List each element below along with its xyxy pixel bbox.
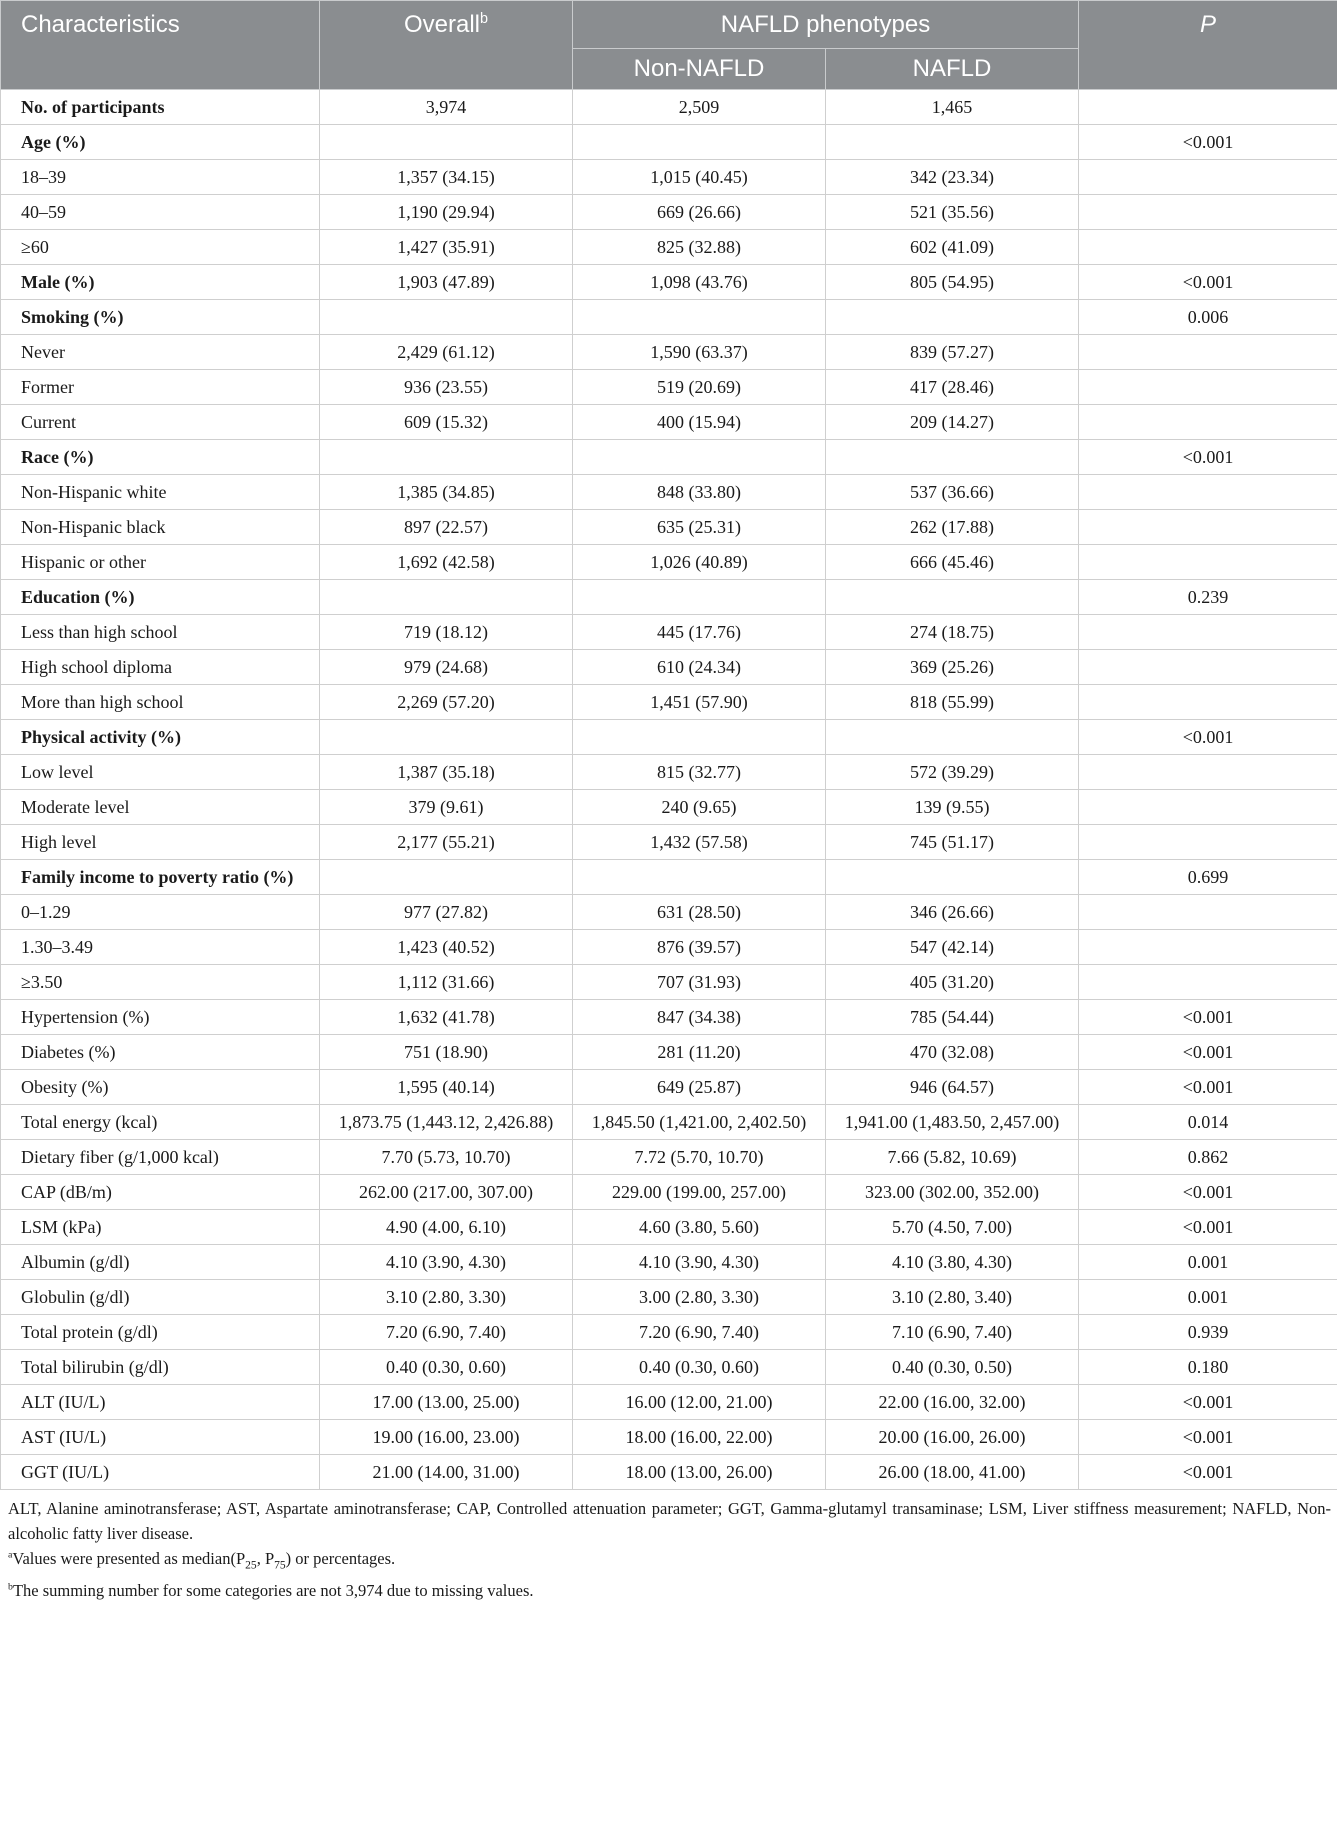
row-label: 18–39 bbox=[1, 160, 320, 195]
cell-p-value: <0.001 bbox=[1079, 1000, 1337, 1035]
table-row bbox=[1, 510, 1337, 545]
cell-overall: 1,873.75 (1,443.12, 2,426.88) bbox=[320, 1105, 573, 1140]
row-label: Obesity (%) bbox=[1, 1070, 320, 1105]
cell-nafld: 139 (9.55) bbox=[826, 790, 1079, 825]
cell-non-nafld: 1,432 (57.58) bbox=[573, 825, 826, 860]
cell-non-nafld: 847 (34.38) bbox=[573, 1000, 826, 1035]
cell-overall bbox=[320, 440, 573, 475]
cell-p-value: <0.001 bbox=[1079, 440, 1337, 475]
cell-overall: 1,387 (35.18) bbox=[320, 755, 573, 790]
cell-overall: 1,692 (42.58) bbox=[320, 545, 573, 580]
cell-nafld: 22.00 (16.00, 32.00) bbox=[826, 1385, 1079, 1420]
cell-p-value bbox=[1079, 405, 1337, 440]
header-non-nafld: Non-NAFLD bbox=[573, 49, 826, 90]
cell-non-nafld: 519 (20.69) bbox=[573, 370, 826, 405]
cell-non-nafld bbox=[573, 300, 826, 335]
table-row bbox=[1, 930, 1337, 965]
cell-overall: 1,423 (40.52) bbox=[320, 930, 573, 965]
cell-p-value: <0.001 bbox=[1079, 720, 1337, 755]
row-label: Never bbox=[1, 335, 320, 370]
cell-overall: 3.10 (2.80, 3.30) bbox=[320, 1280, 573, 1315]
row-label: GGT (IU/L) bbox=[1, 1455, 320, 1490]
cell-nafld bbox=[826, 300, 1079, 335]
row-label: Albumin (g/dl) bbox=[1, 1245, 320, 1280]
table-row bbox=[1, 1420, 1337, 1455]
table-row bbox=[1, 300, 1337, 335]
table-row bbox=[1, 370, 1337, 405]
cell-p-value: <0.001 bbox=[1079, 125, 1337, 160]
cell-p-value bbox=[1079, 335, 1337, 370]
cell-p-value bbox=[1079, 230, 1337, 265]
cell-non-nafld: 7.72 (5.70, 10.70) bbox=[573, 1140, 826, 1175]
header-nafld: NAFLD bbox=[826, 49, 1079, 90]
cell-p-value bbox=[1079, 790, 1337, 825]
row-label: Low level bbox=[1, 755, 320, 790]
cell-nafld: 26.00 (18.00, 41.00) bbox=[826, 1455, 1079, 1490]
cell-p-value: 0.006 bbox=[1079, 300, 1337, 335]
header-overall-sup: b bbox=[480, 11, 489, 27]
row-label: Smoking (%) bbox=[1, 300, 320, 335]
row-label: Dietary fiber (g/1,000 kcal) bbox=[1, 1140, 320, 1175]
cell-nafld: 602 (41.09) bbox=[826, 230, 1079, 265]
table-row bbox=[1, 90, 1337, 125]
cell-overall: 936 (23.55) bbox=[320, 370, 573, 405]
table-row bbox=[1, 405, 1337, 440]
cell-nafld: 209 (14.27) bbox=[826, 405, 1079, 440]
footnote-a-mid: , P bbox=[256, 1549, 275, 1568]
cell-p-value bbox=[1079, 475, 1337, 510]
table-row bbox=[1, 755, 1337, 790]
cell-overall: 21.00 (14.00, 31.00) bbox=[320, 1455, 573, 1490]
row-label: Non-Hispanic white bbox=[1, 475, 320, 510]
row-label: Former bbox=[1, 370, 320, 405]
row-label: Physical activity (%) bbox=[1, 720, 320, 755]
row-label: AST (IU/L) bbox=[1, 1420, 320, 1455]
table-row bbox=[1, 1035, 1337, 1070]
cell-nafld: 7.10 (6.90, 7.40) bbox=[826, 1315, 1079, 1350]
row-label: Hypertension (%) bbox=[1, 1000, 320, 1035]
footnote-a-sub1: 25 bbox=[245, 1559, 257, 1572]
cell-nafld bbox=[826, 720, 1079, 755]
row-label: 1.30–3.49 bbox=[1, 930, 320, 965]
table-header bbox=[1, 1, 1337, 90]
footnote-b bbox=[8, 1578, 1331, 1603]
header-p-value: P bbox=[1079, 1, 1337, 90]
cell-overall: 1,112 (31.66) bbox=[320, 965, 573, 1000]
cell-non-nafld: 707 (31.93) bbox=[573, 965, 826, 1000]
row-label: Less than high school bbox=[1, 615, 320, 650]
row-label: Total bilirubin (g/dl) bbox=[1, 1350, 320, 1385]
cell-nafld bbox=[826, 125, 1079, 160]
table-row bbox=[1, 650, 1337, 685]
cell-non-nafld: 281 (11.20) bbox=[573, 1035, 826, 1070]
cell-nafld: 342 (23.34) bbox=[826, 160, 1079, 195]
table-row bbox=[1, 1210, 1337, 1245]
cell-p-value bbox=[1079, 545, 1337, 580]
footnote-a bbox=[8, 1546, 1331, 1578]
table-row bbox=[1, 790, 1337, 825]
cell-p-value bbox=[1079, 510, 1337, 545]
cell-non-nafld bbox=[573, 720, 826, 755]
cell-overall: 2,177 (55.21) bbox=[320, 825, 573, 860]
cell-non-nafld bbox=[573, 125, 826, 160]
row-label: No. of participants bbox=[1, 90, 320, 125]
table-row bbox=[1, 125, 1337, 160]
table-row bbox=[1, 1245, 1337, 1280]
table-row bbox=[1, 230, 1337, 265]
cell-nafld: 805 (54.95) bbox=[826, 265, 1079, 300]
cell-nafld: 5.70 (4.50, 7.00) bbox=[826, 1210, 1079, 1245]
cell-p-value bbox=[1079, 615, 1337, 650]
cell-overall: 1,357 (34.15) bbox=[320, 160, 573, 195]
cell-overall: 379 (9.61) bbox=[320, 790, 573, 825]
cell-p-value bbox=[1079, 370, 1337, 405]
cell-nafld: 537 (36.66) bbox=[826, 475, 1079, 510]
cell-overall: 3,974 bbox=[320, 90, 573, 125]
cell-non-nafld: 7.20 (6.90, 7.40) bbox=[573, 1315, 826, 1350]
cell-overall: 1,595 (40.14) bbox=[320, 1070, 573, 1105]
cell-p-value bbox=[1079, 650, 1337, 685]
table-row bbox=[1, 685, 1337, 720]
table-row bbox=[1, 1175, 1337, 1210]
cell-nafld bbox=[826, 580, 1079, 615]
header-nafld-phenotypes: NAFLD phenotypes bbox=[573, 1, 1079, 49]
cell-p-value: <0.001 bbox=[1079, 1455, 1337, 1490]
row-label: ≥60 bbox=[1, 230, 320, 265]
table-row bbox=[1, 1315, 1337, 1350]
cell-non-nafld: 4.10 (3.90, 4.30) bbox=[573, 1245, 826, 1280]
cell-overall: 4.90 (4.00, 6.10) bbox=[320, 1210, 573, 1245]
cell-non-nafld bbox=[573, 440, 826, 475]
cell-overall: 4.10 (3.90, 4.30) bbox=[320, 1245, 573, 1280]
cell-non-nafld: 1,590 (63.37) bbox=[573, 335, 826, 370]
row-label: Male (%) bbox=[1, 265, 320, 300]
cell-overall bbox=[320, 300, 573, 335]
cell-overall: 1,190 (29.94) bbox=[320, 195, 573, 230]
table-row bbox=[1, 1280, 1337, 1315]
footnote-a-text-pre: Values were presented as median(P bbox=[12, 1549, 246, 1568]
row-label: Hispanic or other bbox=[1, 545, 320, 580]
table-row bbox=[1, 545, 1337, 580]
cell-non-nafld: 3.00 (2.80, 3.30) bbox=[573, 1280, 826, 1315]
table-row bbox=[1, 1350, 1337, 1385]
cell-p-value: 0.699 bbox=[1079, 860, 1337, 895]
footnote-b-text: The summing number for some categories are not 3,974 due to missing values. bbox=[12, 1581, 534, 1601]
cell-overall: 751 (18.90) bbox=[320, 1035, 573, 1070]
cell-p-value bbox=[1079, 895, 1337, 930]
cell-overall: 0.40 (0.30, 0.60) bbox=[320, 1350, 573, 1385]
cell-non-nafld: 876 (39.57) bbox=[573, 930, 826, 965]
cell-non-nafld bbox=[573, 580, 826, 615]
cell-p-value bbox=[1079, 965, 1337, 1000]
row-label: More than high school bbox=[1, 685, 320, 720]
header-characteristics: Characteristics bbox=[1, 1, 320, 90]
cell-nafld bbox=[826, 440, 1079, 475]
row-label: Diabetes (%) bbox=[1, 1035, 320, 1070]
cell-non-nafld: 610 (24.34) bbox=[573, 650, 826, 685]
cell-nafld: 785 (54.44) bbox=[826, 1000, 1079, 1035]
row-label: 40–59 bbox=[1, 195, 320, 230]
cell-non-nafld: 229.00 (199.00, 257.00) bbox=[573, 1175, 826, 1210]
cell-nafld: 745 (51.17) bbox=[826, 825, 1079, 860]
cell-overall: 719 (18.12) bbox=[320, 615, 573, 650]
cell-nafld: 3.10 (2.80, 3.40) bbox=[826, 1280, 1079, 1315]
cell-nafld: 818 (55.99) bbox=[826, 685, 1079, 720]
cell-nafld: 346 (26.66) bbox=[826, 895, 1079, 930]
cell-p-value: <0.001 bbox=[1079, 1175, 1337, 1210]
cell-p-value bbox=[1079, 930, 1337, 965]
cell-overall: 1,632 (41.78) bbox=[320, 1000, 573, 1035]
cell-overall: 977 (27.82) bbox=[320, 895, 573, 930]
cell-p-value bbox=[1079, 160, 1337, 195]
cell-nafld: 417 (28.46) bbox=[826, 370, 1079, 405]
cell-non-nafld: 18.00 (13.00, 26.00) bbox=[573, 1455, 826, 1490]
cell-overall: 262.00 (217.00, 307.00) bbox=[320, 1175, 573, 1210]
table-row bbox=[1, 195, 1337, 230]
cell-overall: 1,385 (34.85) bbox=[320, 475, 573, 510]
footnotes bbox=[0, 1490, 1337, 1603]
cell-overall bbox=[320, 860, 573, 895]
cell-nafld: 946 (64.57) bbox=[826, 1070, 1079, 1105]
cell-non-nafld bbox=[573, 860, 826, 895]
row-label: Age (%) bbox=[1, 125, 320, 160]
cell-nafld bbox=[826, 860, 1079, 895]
cell-nafld: 1,941.00 (1,483.50, 2,457.00) bbox=[826, 1105, 1079, 1140]
cell-non-nafld: 669 (26.66) bbox=[573, 195, 826, 230]
row-label: Education (%) bbox=[1, 580, 320, 615]
cell-p-value: 0.001 bbox=[1079, 1245, 1337, 1280]
cell-p-value: 0.001 bbox=[1079, 1280, 1337, 1315]
table-row bbox=[1, 160, 1337, 195]
cell-overall: 17.00 (13.00, 25.00) bbox=[320, 1385, 573, 1420]
row-label: Total protein (g/dl) bbox=[1, 1315, 320, 1350]
cell-non-nafld: 4.60 (3.80, 5.60) bbox=[573, 1210, 826, 1245]
cell-overall bbox=[320, 125, 573, 160]
cell-nafld: 521 (35.56) bbox=[826, 195, 1079, 230]
cell-p-value: 0.862 bbox=[1079, 1140, 1337, 1175]
cell-nafld: 274 (18.75) bbox=[826, 615, 1079, 650]
cell-nafld: 572 (39.29) bbox=[826, 755, 1079, 790]
cell-nafld: 4.10 (3.80, 4.30) bbox=[826, 1245, 1079, 1280]
table-row bbox=[1, 580, 1337, 615]
cell-non-nafld: 848 (33.80) bbox=[573, 475, 826, 510]
cell-nafld: 666 (45.46) bbox=[826, 545, 1079, 580]
table-row bbox=[1, 1455, 1337, 1490]
row-label: ALT (IU/L) bbox=[1, 1385, 320, 1420]
cell-overall: 1,427 (35.91) bbox=[320, 230, 573, 265]
cell-p-value bbox=[1079, 90, 1337, 125]
table-row bbox=[1, 825, 1337, 860]
cell-non-nafld: 2,509 bbox=[573, 90, 826, 125]
cell-p-value: 0.939 bbox=[1079, 1315, 1337, 1350]
table-row bbox=[1, 1140, 1337, 1175]
cell-non-nafld: 1,451 (57.90) bbox=[573, 685, 826, 720]
table-body bbox=[1, 90, 1337, 1490]
footnote-abbreviations: ALT, Alanine aminotransferase; AST, Aspartate aminotransferase; CAP, Controlled attenuation parameter; GGT, Gamma-glutamyl transaminase; LSM, Liver stiffness measurement; NAFLD, Non-alcoholic fatty liver disease. bbox=[8, 1499, 1331, 1543]
row-label: LSM (kPa) bbox=[1, 1210, 320, 1245]
row-label: 0–1.29 bbox=[1, 895, 320, 930]
cell-p-value: <0.001 bbox=[1079, 1035, 1337, 1070]
cell-non-nafld: 16.00 (12.00, 21.00) bbox=[573, 1385, 826, 1420]
table-row bbox=[1, 475, 1337, 510]
table-row bbox=[1, 1000, 1337, 1035]
cell-p-value: <0.001 bbox=[1079, 1070, 1337, 1105]
table-row bbox=[1, 265, 1337, 300]
cell-p-value: 0.180 bbox=[1079, 1350, 1337, 1385]
cell-p-value: 0.014 bbox=[1079, 1105, 1337, 1140]
row-label: Non-Hispanic black bbox=[1, 510, 320, 545]
table-row bbox=[1, 1385, 1337, 1420]
row-label: High level bbox=[1, 825, 320, 860]
cell-nafld: 547 (42.14) bbox=[826, 930, 1079, 965]
cell-p-value bbox=[1079, 825, 1337, 860]
cell-overall: 19.00 (16.00, 23.00) bbox=[320, 1420, 573, 1455]
cell-overall: 609 (15.32) bbox=[320, 405, 573, 440]
cell-non-nafld: 1,015 (40.45) bbox=[573, 160, 826, 195]
cell-overall: 2,429 (61.12) bbox=[320, 335, 573, 370]
cell-non-nafld: 649 (25.87) bbox=[573, 1070, 826, 1105]
cell-overall: 7.70 (5.73, 10.70) bbox=[320, 1140, 573, 1175]
footnote-a-marker: a bbox=[8, 1549, 13, 1561]
cell-overall: 7.20 (6.90, 7.40) bbox=[320, 1315, 573, 1350]
table-row bbox=[1, 615, 1337, 650]
cell-p-value bbox=[1079, 755, 1337, 790]
cell-nafld: 0.40 (0.30, 0.50) bbox=[826, 1350, 1079, 1385]
cell-non-nafld: 1,026 (40.89) bbox=[573, 545, 826, 580]
cell-non-nafld: 825 (32.88) bbox=[573, 230, 826, 265]
cell-overall bbox=[320, 580, 573, 615]
cell-p-value bbox=[1079, 195, 1337, 230]
cell-overall: 979 (24.68) bbox=[320, 650, 573, 685]
row-label: Globulin (g/dl) bbox=[1, 1280, 320, 1315]
cell-non-nafld: 445 (17.76) bbox=[573, 615, 826, 650]
table-row bbox=[1, 1105, 1337, 1140]
row-label: Family income to poverty ratio (%) bbox=[1, 860, 320, 895]
footnote-b-marker: b bbox=[8, 1581, 13, 1593]
cell-non-nafld: 1,098 (43.76) bbox=[573, 265, 826, 300]
footnote-a-text-post: ) or percentages. bbox=[285, 1549, 396, 1568]
cell-non-nafld: 631 (28.50) bbox=[573, 895, 826, 930]
cell-nafld: 369 (25.26) bbox=[826, 650, 1079, 685]
cell-overall: 897 (22.57) bbox=[320, 510, 573, 545]
table-row bbox=[1, 860, 1337, 895]
header-overall-text: Overall bbox=[403, 11, 480, 38]
cell-non-nafld: 1,845.50 (1,421.00, 2,402.50) bbox=[573, 1105, 826, 1140]
row-label: Race (%) bbox=[1, 440, 320, 475]
cell-p-value: <0.001 bbox=[1079, 1420, 1337, 1455]
cell-nafld: 1,465 bbox=[826, 90, 1079, 125]
row-label: ≥3.50 bbox=[1, 965, 320, 1000]
row-label: Moderate level bbox=[1, 790, 320, 825]
cell-nafld: 262 (17.88) bbox=[826, 510, 1079, 545]
cell-p-value: <0.001 bbox=[1079, 1210, 1337, 1245]
row-label: CAP (dB/m) bbox=[1, 1175, 320, 1210]
row-label: High school diploma bbox=[1, 650, 320, 685]
table-row bbox=[1, 965, 1337, 1000]
cell-overall: 1,903 (47.89) bbox=[320, 265, 573, 300]
cell-p-value bbox=[1079, 685, 1337, 720]
cell-nafld: 405 (31.20) bbox=[826, 965, 1079, 1000]
table-row bbox=[1, 895, 1337, 930]
cell-non-nafld: 0.40 (0.30, 0.60) bbox=[573, 1350, 826, 1385]
cell-nafld: 7.66 (5.82, 10.69) bbox=[826, 1140, 1079, 1175]
cell-p-value: <0.001 bbox=[1079, 1385, 1337, 1420]
cell-non-nafld: 240 (9.65) bbox=[573, 790, 826, 825]
cell-nafld: 839 (57.27) bbox=[826, 335, 1079, 370]
row-label: Total energy (kcal) bbox=[1, 1105, 320, 1140]
cell-nafld: 20.00 (16.00, 26.00) bbox=[826, 1420, 1079, 1455]
table-row bbox=[1, 335, 1337, 370]
cell-nafld: 323.00 (302.00, 352.00) bbox=[826, 1175, 1079, 1210]
cell-overall: 2,269 (57.20) bbox=[320, 685, 573, 720]
cell-non-nafld: 400 (15.94) bbox=[573, 405, 826, 440]
table-row bbox=[1, 1070, 1337, 1105]
header-overall bbox=[320, 1, 573, 90]
cell-nafld: 470 (32.08) bbox=[826, 1035, 1079, 1070]
cell-non-nafld: 18.00 (16.00, 22.00) bbox=[573, 1420, 826, 1455]
table-row bbox=[1, 440, 1337, 475]
footnote-a-sub2: 75 bbox=[274, 1559, 286, 1572]
cell-p-value: <0.001 bbox=[1079, 265, 1337, 300]
cell-non-nafld: 815 (32.77) bbox=[573, 755, 826, 790]
cell-overall bbox=[320, 720, 573, 755]
cell-p-value: 0.239 bbox=[1079, 580, 1337, 615]
row-label: Current bbox=[1, 405, 320, 440]
table-row bbox=[1, 720, 1337, 755]
cell-non-nafld: 635 (25.31) bbox=[573, 510, 826, 545]
